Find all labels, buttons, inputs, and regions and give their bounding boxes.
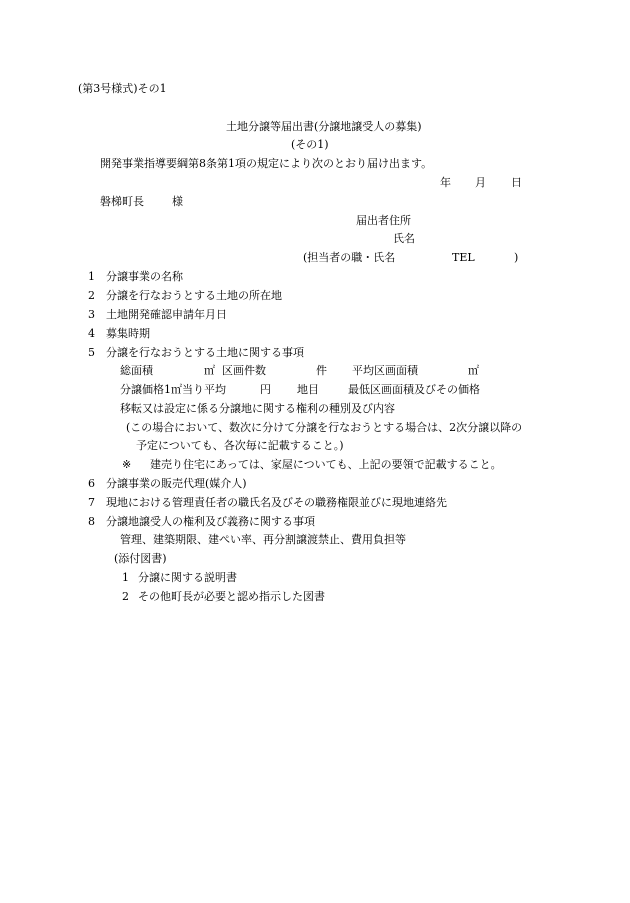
unit-yen: 円 — [260, 383, 271, 396]
addressee-honorific: 様 — [172, 195, 183, 208]
attachment-1-number: 1 — [122, 571, 129, 584]
remark-text: 建売り住宅にあっては、家屋についても、上記の要領で記載すること。 — [150, 458, 502, 471]
land-category-label: 地目 — [297, 383, 319, 396]
item-7-number: 7 — [88, 496, 95, 509]
total-area-label: 総面積 — [120, 364, 153, 377]
addressee-name: 磐梯町長 — [100, 195, 144, 208]
intro-statement: 開発事業指導要綱第8条第1項の規定により次のとおり届け出ます。 — [100, 157, 433, 170]
lot-count-label: 区画件数 — [222, 364, 266, 377]
item-6-number: 6 — [88, 477, 95, 490]
unit-ken: 件 — [316, 364, 327, 377]
item-5-label: 分譲を行なおうとする土地に関する事項 — [106, 346, 304, 359]
attachment-2-number: 2 — [122, 590, 129, 603]
document-subtitle: (その1) — [291, 138, 329, 151]
date-year-label: 年 — [440, 176, 451, 189]
item-7-label: 現地における管理責任者の職氏名及びその職務権限並びに現地連絡先 — [106, 496, 447, 509]
unit-square-meter: ㎡ — [468, 364, 479, 377]
tel-label: TEL — [452, 251, 475, 264]
item-3-number: 3 — [88, 308, 95, 321]
average-lot-area-label: 平均区画面積 — [352, 364, 418, 377]
item-8-detail: 管理、建築期限、建ぺい率、再分割譲渡禁止、費用負担等 — [120, 533, 406, 546]
item-8-number: 8 — [88, 515, 95, 528]
attachment-1-label: 分譲に関する説明書 — [138, 571, 237, 584]
rights-type-label: 移転又は設定に係る分譲地に関する権利の種別及び内容 — [120, 402, 395, 415]
min-lot-area-price-label: 最低区画面積及びその価格 — [348, 383, 480, 396]
date-month-label: 月 — [475, 176, 486, 189]
contact-close-paren: ) — [514, 251, 519, 264]
form-number: (第3号様式)その1 — [78, 82, 167, 95]
price-per-sqm-label: 分譲価格1㎡当り平均 — [120, 383, 226, 396]
applicant-address-label: 届出者住所 — [356, 214, 411, 227]
note-line-2: 予定についても、各次毎に記載すること。) — [136, 439, 344, 452]
item-5-number: 5 — [88, 346, 95, 359]
item-3-label: 土地開発確認申請年月日 — [106, 308, 227, 321]
item-8-label: 分譲地譲受人の権利及び義務に関する事項 — [106, 515, 315, 528]
item-2-number: 2 — [88, 289, 95, 302]
item-4-number: 4 — [88, 327, 95, 340]
unit-square-meter: ㎡ — [204, 364, 215, 377]
remark-mark: ※ — [122, 458, 132, 471]
note-line-1: (この場合において、数次に分けて分譲を行なおうとする場合は、2次分譲以降の — [126, 421, 523, 434]
applicant-name-label: 氏名 — [393, 232, 415, 245]
contact-person-label: (担当者の職・氏名 — [303, 251, 396, 264]
date-day-label: 日 — [511, 176, 522, 189]
item-1-label: 分譲事業の名称 — [106, 270, 183, 283]
item-6-label: 分譲事業の販売代理(媒介人) — [106, 477, 247, 490]
item-1-number: 1 — [88, 270, 95, 283]
item-4-label: 募集時期 — [106, 327, 150, 340]
item-2-label: 分譲を行なおうとする土地の所在地 — [106, 289, 282, 302]
document-title: 土地分譲等届出書(分譲地譲受人の募集) — [226, 120, 422, 133]
attachments-heading: (添付図書) — [114, 552, 167, 565]
attachment-2-label: その他町長が必要と認め指示した図書 — [138, 590, 325, 603]
